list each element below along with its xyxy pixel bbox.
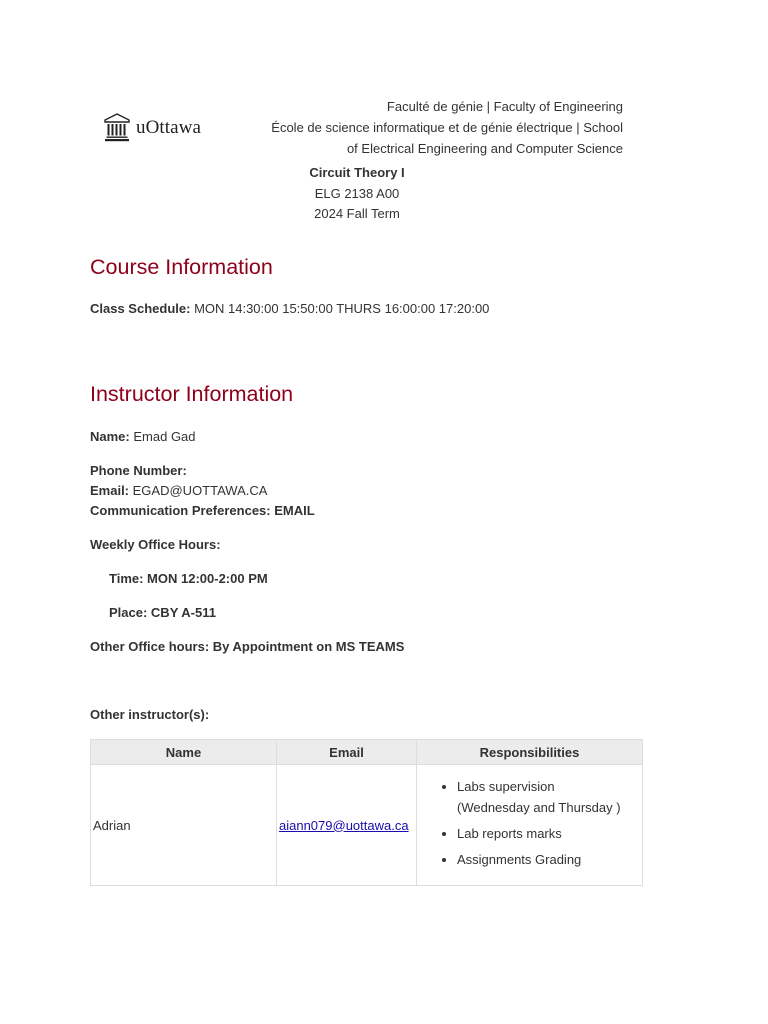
instructor-row-responsibilities xyxy=(417,765,643,886)
responsibilities-list xyxy=(419,776,640,870)
list-item: • Assignments Grading xyxy=(457,849,640,870)
office-hours-place: Place: CBY A-511 xyxy=(109,605,216,620)
class-schedule-value: MON 14:30:00 15:50:00 THURS 16:00:00 17:20:00 xyxy=(194,301,490,316)
other-instructors-label: Other instructor(s): xyxy=(90,707,210,722)
course-term: 2024 Fall Term xyxy=(314,206,400,221)
column-header-responsibilities: Responsibilities xyxy=(417,740,643,765)
other-instructors-table xyxy=(90,739,643,886)
instructor-phone xyxy=(90,462,187,480)
instructor-name-label: Name: xyxy=(90,429,130,444)
instructor-name-value: Emad Gad xyxy=(133,429,196,444)
phone-label: Phone Number: xyxy=(90,463,187,478)
instructor-row-name: Adrian xyxy=(91,765,277,886)
faculty-header xyxy=(271,96,623,159)
building-icon xyxy=(104,113,130,143)
column-header-name: Name xyxy=(91,740,277,765)
instructor-email-link[interactable]: aiann079@uottawa.ca xyxy=(279,817,409,833)
faculty-line: Faculté de génie | Faculty of Engineering xyxy=(386,99,623,114)
communication-preferences: Communication Preferences: EMAIL xyxy=(90,503,315,518)
school-line-1: École de science informatique et de génie électrique | School xyxy=(271,120,623,135)
email-value: EGAD@UOTTAWA.CA xyxy=(132,483,268,498)
instructor-email xyxy=(90,482,267,500)
course-info-heading: Course Information xyxy=(90,255,273,279)
column-header-email: Email xyxy=(277,740,417,765)
table-row xyxy=(91,765,643,886)
other-office-hours: Other Office hours: By Appointment on MS TEAMS xyxy=(90,639,405,654)
email-label: Email: xyxy=(90,483,130,498)
table-header-row xyxy=(91,740,643,765)
course-identity xyxy=(258,163,456,225)
course-title: Circuit Theory I xyxy=(309,165,405,180)
school-line-2: of Electrical Engineering and Computer Science xyxy=(346,141,623,156)
instructor-name xyxy=(90,428,196,446)
list-item: • Lab reports marks xyxy=(457,823,640,844)
instructor-info-heading: Instructor Information xyxy=(90,382,294,406)
instructor-row-email-cell xyxy=(277,765,417,886)
class-schedule-label: Class Schedule: xyxy=(90,301,191,316)
weekly-office-hours-label: Weekly Office Hours: xyxy=(90,537,221,552)
class-schedule xyxy=(90,300,489,318)
office-hours-time: Time: MON 12:00-2:00 PM xyxy=(109,571,268,586)
uottawa-logo xyxy=(104,113,201,143)
list-item: • Labs supervision (Wednesday and Thursday ) xyxy=(457,776,640,818)
course-code: ELG 2138 A00 xyxy=(314,185,400,201)
logo-wordmark: uOttawa xyxy=(136,117,202,138)
